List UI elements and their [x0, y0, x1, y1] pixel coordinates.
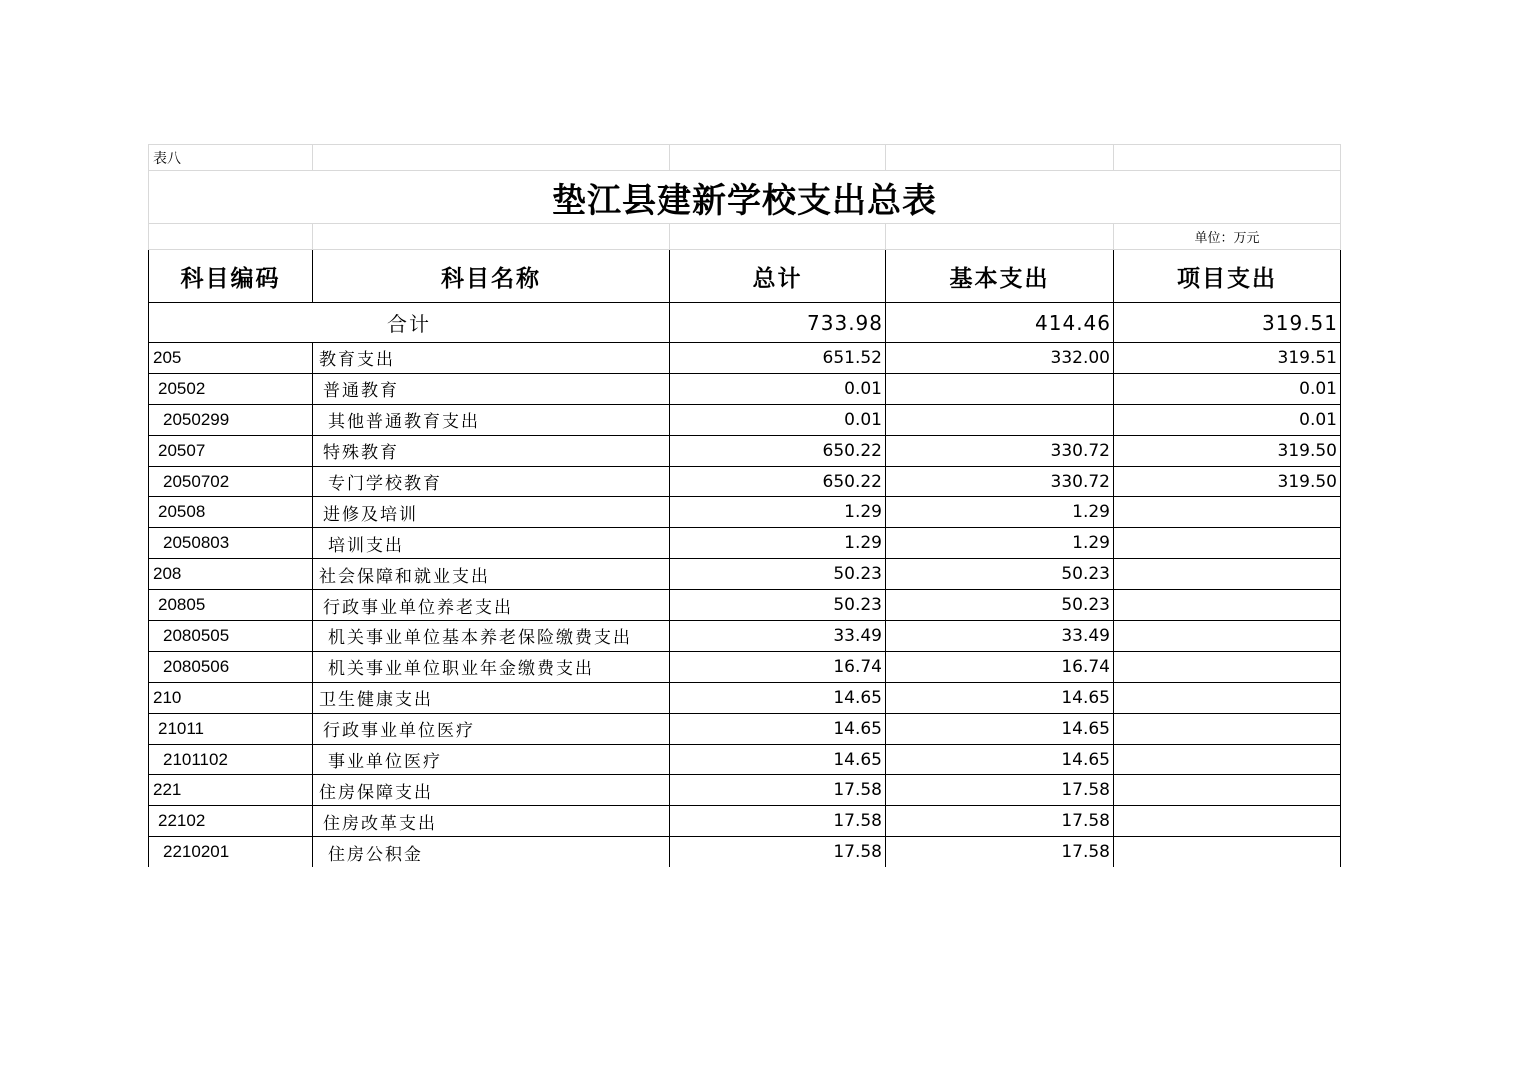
row-basic: 332.00 — [886, 343, 1114, 374]
data-rows — [149, 343, 1341, 868]
row-name: 机关事业单位职业年金缴费支出 — [313, 651, 670, 682]
row-project — [1114, 744, 1341, 775]
row-name: 行政事业单位养老支出 — [313, 590, 670, 621]
row-total: 17.58 — [670, 806, 886, 837]
row-basic: 1.29 — [886, 528, 1114, 559]
row-total: 651.52 — [670, 343, 886, 374]
row-total: 1.29 — [670, 497, 886, 528]
row-code: 208 — [149, 559, 313, 590]
row-total: 0.01 — [670, 373, 886, 404]
total-label: 合计 — [149, 303, 670, 343]
header-total: 总计 — [670, 250, 886, 303]
row-code: 210 — [149, 682, 313, 713]
row-project — [1114, 682, 1341, 713]
header-project: 项目支出 — [1114, 250, 1341, 303]
row-name: 专门学校教育 — [313, 466, 670, 497]
row-name: 其他普通教育支出 — [313, 404, 670, 435]
table-label-row — [149, 145, 1341, 171]
row-code: 221 — [149, 775, 313, 806]
row-total: 14.65 — [670, 744, 886, 775]
unit-row — [149, 224, 1341, 250]
row-project — [1114, 713, 1341, 744]
row-total: 33.49 — [670, 621, 886, 652]
total-row — [149, 303, 1341, 343]
row-code: 20508 — [149, 497, 313, 528]
row-code: 20805 — [149, 590, 313, 621]
row-total: 17.58 — [670, 837, 886, 867]
table-row — [149, 775, 1341, 806]
row-name: 住房改革支出 — [313, 806, 670, 837]
row-name: 卫生健康支出 — [313, 682, 670, 713]
row-total: 650.22 — [670, 435, 886, 466]
table-row — [149, 466, 1341, 497]
row-project — [1114, 621, 1341, 652]
row-code: 21011 — [149, 713, 313, 744]
row-code: 20507 — [149, 435, 313, 466]
row-name: 事业单位医疗 — [313, 744, 670, 775]
row-basic: 330.72 — [886, 435, 1114, 466]
row-name: 普通教育 — [313, 373, 670, 404]
table-row — [149, 435, 1341, 466]
row-project: 319.50 — [1114, 466, 1341, 497]
row-project — [1114, 497, 1341, 528]
table-row — [149, 404, 1341, 435]
row-project: 319.50 — [1114, 435, 1341, 466]
table-row — [149, 651, 1341, 682]
row-project: 0.01 — [1114, 404, 1341, 435]
table-label: 表八 — [149, 145, 313, 171]
header-basic: 基本支出 — [886, 250, 1114, 303]
header-name: 科目名称 — [313, 250, 670, 303]
expenditure-summary-table — [148, 144, 1341, 867]
table-row — [149, 373, 1341, 404]
table-row — [149, 590, 1341, 621]
row-basic: 17.58 — [886, 775, 1114, 806]
row-code: 2080506 — [149, 651, 313, 682]
header-row — [149, 250, 1341, 303]
table-row — [149, 744, 1341, 775]
page-title: 垫江县建新学校支出总表 — [149, 171, 1341, 224]
row-basic: 14.65 — [886, 682, 1114, 713]
total-total: 733.98 — [670, 303, 886, 343]
row-code: 20502 — [149, 373, 313, 404]
row-name: 机关事业单位基本养老保险缴费支出 — [313, 621, 670, 652]
table-row — [149, 497, 1341, 528]
row-total: 1.29 — [670, 528, 886, 559]
row-code: 2050702 — [149, 466, 313, 497]
row-project — [1114, 806, 1341, 837]
table-row — [149, 682, 1341, 713]
title-row — [149, 171, 1341, 224]
row-basic — [886, 404, 1114, 435]
row-project — [1114, 651, 1341, 682]
row-project: 0.01 — [1114, 373, 1341, 404]
row-code: 2050299 — [149, 404, 313, 435]
row-total: 16.74 — [670, 651, 886, 682]
row-total: 650.22 — [670, 466, 886, 497]
row-total: 50.23 — [670, 590, 886, 621]
table-row — [149, 837, 1341, 867]
row-name: 住房公积金 — [313, 837, 670, 867]
table-row — [149, 528, 1341, 559]
table-row — [149, 806, 1341, 837]
row-basic: 33.49 — [886, 621, 1114, 652]
row-name: 培训支出 — [313, 528, 670, 559]
unit-label: 单位：万元 — [1114, 224, 1341, 250]
row-project — [1114, 590, 1341, 621]
row-code: 2101102 — [149, 744, 313, 775]
row-basic: 17.58 — [886, 837, 1114, 867]
row-basic: 1.29 — [886, 497, 1114, 528]
row-total: 17.58 — [670, 775, 886, 806]
row-code: 205 — [149, 343, 313, 374]
row-total: 50.23 — [670, 559, 886, 590]
row-code: 2080505 — [149, 621, 313, 652]
row-basic: 16.74 — [886, 651, 1114, 682]
row-code: 2210201 — [149, 837, 313, 867]
row-project — [1114, 559, 1341, 590]
row-name: 特殊教育 — [313, 435, 670, 466]
row-name: 社会保障和就业支出 — [313, 559, 670, 590]
row-project — [1114, 528, 1341, 559]
row-code: 22102 — [149, 806, 313, 837]
row-total: 0.01 — [670, 404, 886, 435]
row-basic: 14.65 — [886, 744, 1114, 775]
row-basic: 50.23 — [886, 590, 1114, 621]
total-basic: 414.46 — [886, 303, 1114, 343]
row-name: 进修及培训 — [313, 497, 670, 528]
table-row — [149, 343, 1341, 374]
table-row — [149, 713, 1341, 744]
row-basic: 330.72 — [886, 466, 1114, 497]
row-project: 319.51 — [1114, 343, 1341, 374]
row-name: 住房保障支出 — [313, 775, 670, 806]
row-basic — [886, 373, 1114, 404]
table-row — [149, 621, 1341, 652]
total-project: 319.51 — [1114, 303, 1341, 343]
row-project — [1114, 837, 1341, 867]
row-total: 14.65 — [670, 682, 886, 713]
row-total: 14.65 — [670, 713, 886, 744]
row-name: 教育支出 — [313, 343, 670, 374]
row-basic: 14.65 — [886, 713, 1114, 744]
row-name: 行政事业单位医疗 — [313, 713, 670, 744]
header-code: 科目编码 — [149, 250, 313, 303]
row-basic: 17.58 — [886, 806, 1114, 837]
table-row — [149, 559, 1341, 590]
row-project — [1114, 775, 1341, 806]
row-basic: 50.23 — [886, 559, 1114, 590]
row-code: 2050803 — [149, 528, 313, 559]
